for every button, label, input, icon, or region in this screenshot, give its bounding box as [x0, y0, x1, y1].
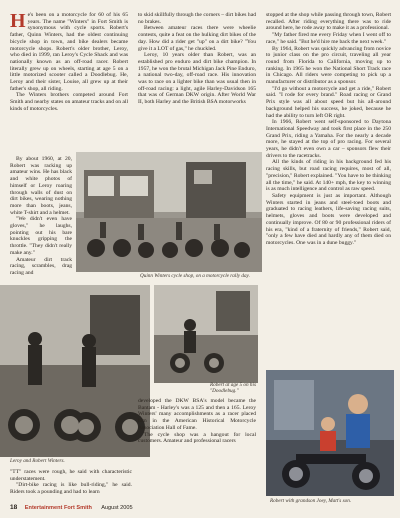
paragraph: "We didn't even have gloves," he laughs, pointing out his bare knuckles gripping the throttle. "They didn't really make any." — [10, 216, 72, 256]
paragraph: By about 1960, at 20, Robert was racking up amateur wins. He has black and white photos of himself or Leroy roaring through walls of dust on dirt bikes, wearing nothing more than boots, jeans, white T-shirt and a helmet. — [10, 156, 72, 216]
shop-photo-caption: Quinn Winters cycle shop, on a motorcycle rally day. — [140, 273, 250, 279]
issue-date: August 2005 — [101, 505, 133, 511]
paragraph: Safety equipment is just as important. Although Winters started in jeans and steel-toed boots and graduated to racing leathers, life-saving racing suits, helmets, gloves and boots were developed and continually improve. Of 80 or 90 professional riders of his era, "kind of a fraternity of friends," Robert said, "only a few have died and hardly any of them died on motorcycles. One was in a dune buggy." — [266, 192, 391, 246]
brothers-photo — [0, 285, 150, 457]
paragraph: In 1966, Robert went self-sponsored to Daytona International Speedway and took first place in the 250 Grand Prix, riding a Yamaha. For the nearly a decade more, he stayed at the top of pro racing. For several years, he didn't even own a car – sponsors flew their drivers to the racetracks. — [266, 119, 391, 159]
paragraph: Amateur dirt track racing, scrambles, drag racing and — [10, 256, 72, 276]
drop-cap: H — [10, 10, 26, 32]
paragraph: All the kinds of riding in his background fed his racing skills, but road racing requires, most of all, "precision," Robert explained. "You have to be thinking all the time," he said. At 140+ mph, the key to winning is as much intelligence and control as raw speed. — [266, 159, 391, 193]
middle-column — [138, 12, 256, 106]
doodlebug-photo — [154, 285, 258, 383]
bottom-left-column — [10, 469, 132, 496]
shop-photo-image — [76, 152, 262, 272]
right-column — [266, 12, 391, 247]
paragraph: developed the DKW BSA's model became the Bantam - Harley's was a 125 and then a 165. Leroy Winters' many accomplishments as a racer placed him in the American Historical Motorcycle Association Hall of Fame. — [138, 398, 256, 431]
paragraph: to skid skillfully through the corners – dirt bikes had no brakes. — [138, 12, 256, 25]
paragraph: The Winters brothers competed around Fort Smith and nearby states on amateur tracks and on all kinds of motorcycles. — [10, 92, 128, 112]
bottom-middle-column — [138, 398, 256, 445]
paragraph: The cycle shop was a hangout for local customers. Amateur and professional racers — [138, 431, 256, 445]
paragraph: Leroy, 10 years older than Robert, was an established pro enduro and dirt bike champion. In 1957, he won the brutal Michigan Jack Pine Enduro, a national two-day, off-road race. His innovation was to race on a lighter bike than was usual then in off-road racing: a light, agile Harley-Davidson 165 that was of German DKW origin. After World War II, both Harley and the British BSA motorworks — [138, 52, 256, 106]
brothers-photo-image — [0, 285, 150, 457]
intro-paragraph — [10, 12, 128, 92]
grandson-photo-image — [266, 370, 394, 496]
magazine-name: Entertainment Fort Smith — [24, 505, 92, 511]
left-column — [10, 12, 128, 113]
paragraph: Between amateur races there were wheelie contests, quite a feat on the hulking dirt bikes of the day. How did a rider get "up" on a dirt bike? "You give it a LOT of gas," he chuckled. — [138, 25, 256, 52]
page-number: 18 — [10, 504, 18, 511]
page-footer — [10, 504, 133, 511]
intro-text: e's been on a motorcycle for 60 of his 65 years. The name "Winters" in Fort Smith is synonymous with cycle sports. Robert's father, Quinn Winters, had the oldest continuing bicycle shop in town, and bike dealers became motorcycle shops. Robert's older brother, Leroy, who died in 1999, ran Leroy's Cycle Shack and was nationally known as an off-road racer. Robert literally grew up on wheels, starting at age 5 on a little motorized scooter called a Doodlebug. He, Leroy and their sister, Louise, all grew up at their father's shop, all riding. — [10, 12, 128, 92]
paragraph: By 1964, Robert was quickly advancing from novice to junior class on the pro circuit, traveling all year round from Florida to California, moving up to ranking. In 1965 he won the National Short Track race in Chicago. All riders were competing to pick up a manufacturer or distributor as a sponsor. — [266, 45, 391, 86]
paragraph: "My father fired me every Friday when I went off to race," he said. "But he'd hire me back the next week." — [266, 32, 391, 45]
paragraph: stopped at the shop while passing through town, Robert recalled. After riding everything there was to ride around here, he rode away to make it as a professional. — [266, 12, 391, 32]
left-column-wrap — [10, 156, 72, 277]
grandson-photo — [266, 370, 394, 496]
doodlebug-photo-image — [154, 285, 258, 383]
doodlebug-photo-caption: Robert at age 5 on his "Doodlebug." — [210, 382, 256, 394]
grandson-photo-caption: Robert with grandson Joey, Matt's son. — [270, 498, 352, 504]
brothers-photo-caption: Leroy and Robert Winters. — [10, 458, 65, 464]
paragraph: "TT" races were rough, he said with characteristic understatement. — [10, 469, 132, 482]
shop-photo — [76, 152, 262, 272]
paragraph: "Dirt-bike racing is like bull-riding," he said. Riders took a pounding and had to learn — [10, 482, 132, 496]
paragraph: "I'd go without a motorcycle and get a ride," Robert said. "I rode for every brand." Road racing or Grand Prix style was all about speed but his all-around background helped his success, he joked, because he had the ability to turn left OR right. — [266, 85, 391, 119]
